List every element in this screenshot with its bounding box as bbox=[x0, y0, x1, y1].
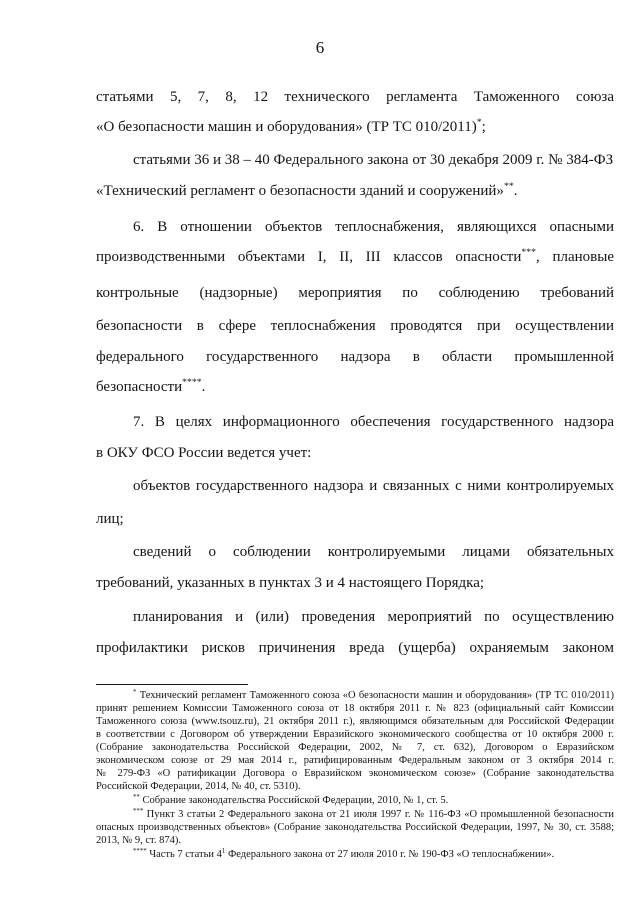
paragraph-6-line: 6. В отношении объектов теплоснабжения, являющихся опасными bbox=[133, 219, 614, 235]
body-line: «О безопасности машин и оборудования» (ТР ТС 010/2011)*; bbox=[96, 117, 486, 135]
page-number: 6 bbox=[315, 38, 325, 57]
footnote-mark: ** bbox=[133, 793, 140, 801]
paragraph-6-line: федерального государственного надзора в области промышленной bbox=[96, 349, 614, 365]
footnote-mark: * bbox=[133, 688, 137, 696]
body-line: статьями 5, 7, 8, 12 технического регламента Таможенного союза bbox=[96, 89, 614, 105]
footnote-line: Российской Федерации, 2014, № 40, ст. 5310). bbox=[96, 781, 301, 792]
body-line: «Технический регламент о безопасности зданий и сооружений»**. bbox=[96, 181, 518, 199]
paragraph-6-line: контрольные (надзорные) мероприятия по соблюдению требований bbox=[96, 285, 614, 301]
footnote-line: *** Пункт 3 статьи 2 Федерального закона от 21 июля 1997 г. № 116-ФЗ «О промышленной безопасности bbox=[133, 807, 614, 820]
footnote-mark: *** bbox=[133, 807, 144, 815]
footnote-ref: * bbox=[476, 117, 482, 129]
footnote-line: 2013, № 9, ст. 874). bbox=[96, 835, 181, 846]
footnote-line: экономическом союзе от 29 мая 2014 г., ратифицированным Федеральным законом от 3 октября 2014 г. bbox=[96, 755, 614, 766]
list-item-line: планирования и (или) проведения мероприятий по осуществлению bbox=[133, 609, 614, 625]
footnote-separator bbox=[96, 684, 248, 685]
paragraph-6-line: производственными объектами I, II, III классов опасности***, плановые bbox=[96, 247, 614, 265]
paragraph-6-line: безопасности****. bbox=[96, 377, 206, 395]
list-item-line: объектов государственного надзора и связанных с ними контролируемых bbox=[133, 478, 614, 494]
footnote-ref: **** bbox=[182, 377, 202, 389]
paragraph-7-line: 7. В целях информационного обеспечения государственного надзора bbox=[133, 414, 614, 430]
footnote-line: (Собрание законодательства Российской Федерации, 2002, № 7, ст. 632), Договором о Евразийском bbox=[96, 742, 614, 753]
footnote-line: опасных производственных объектов» (Собрание законодательства Российской Федерации, 1997, № 30, ст. 3588; bbox=[96, 822, 614, 833]
footnote-line: Таможенного союза (www.tsouz.ru), 21 октября 2011 г.), являющимся обязательным для Российской Федерации bbox=[96, 716, 614, 727]
body-line: статьями 36 и 38 – 40 Федерального закона от 30 декабря 2009 г. № 384-ФЗ bbox=[133, 152, 614, 168]
list-item-line: лиц; bbox=[96, 511, 124, 527]
footnote-ref: ** bbox=[503, 181, 514, 193]
list-item-line: сведений о соблюдении контролируемыми лицами обязательных bbox=[133, 544, 614, 560]
footnote-line: № 279-ФЗ «О ратификации Договора о Евразийском экономическом союзе» (Собрание законодательства bbox=[96, 768, 614, 779]
footnote-line: в соответствии с Договором об утверждении Евразийского экономического сообщества от 10 октября 2000 г. bbox=[96, 729, 614, 740]
footnote-line: **** Часть 7 статьи $4^1$ Федерального закона от 27 июля 2010 г. № 190-ФЗ «О теплоснабжении». bbox=[133, 847, 555, 860]
list-item-line: профилактики рисков причинения вреда (ущерба) охраняемым законом bbox=[96, 640, 614, 656]
paragraph-6-line: безопасности в сфере теплоснабжения проводятся при осуществлении bbox=[96, 318, 614, 334]
footnote-mark: **** bbox=[133, 847, 147, 855]
footnote-ref: *** bbox=[521, 247, 537, 259]
footnote-line: принят решением Комиссии Таможенного союза от 18 октября 2011 г. № 823 (официальный сайт Комиссии bbox=[96, 703, 614, 714]
footnote-line: * Технический регламент Таможенного союза «О безопасности машин и оборудования» (ТР ТС 010/2011) bbox=[133, 688, 614, 701]
paragraph-7-line: в ОКУ ФСО России ведется учет: bbox=[96, 445, 312, 461]
list-item-line: требований, указанных в пунктах 3 и 4 настоящего Порядка; bbox=[96, 575, 485, 591]
footnote-line: ** Собрание законодательства Российской Федерации, 2010, № 1, ст. 5. bbox=[133, 793, 449, 806]
